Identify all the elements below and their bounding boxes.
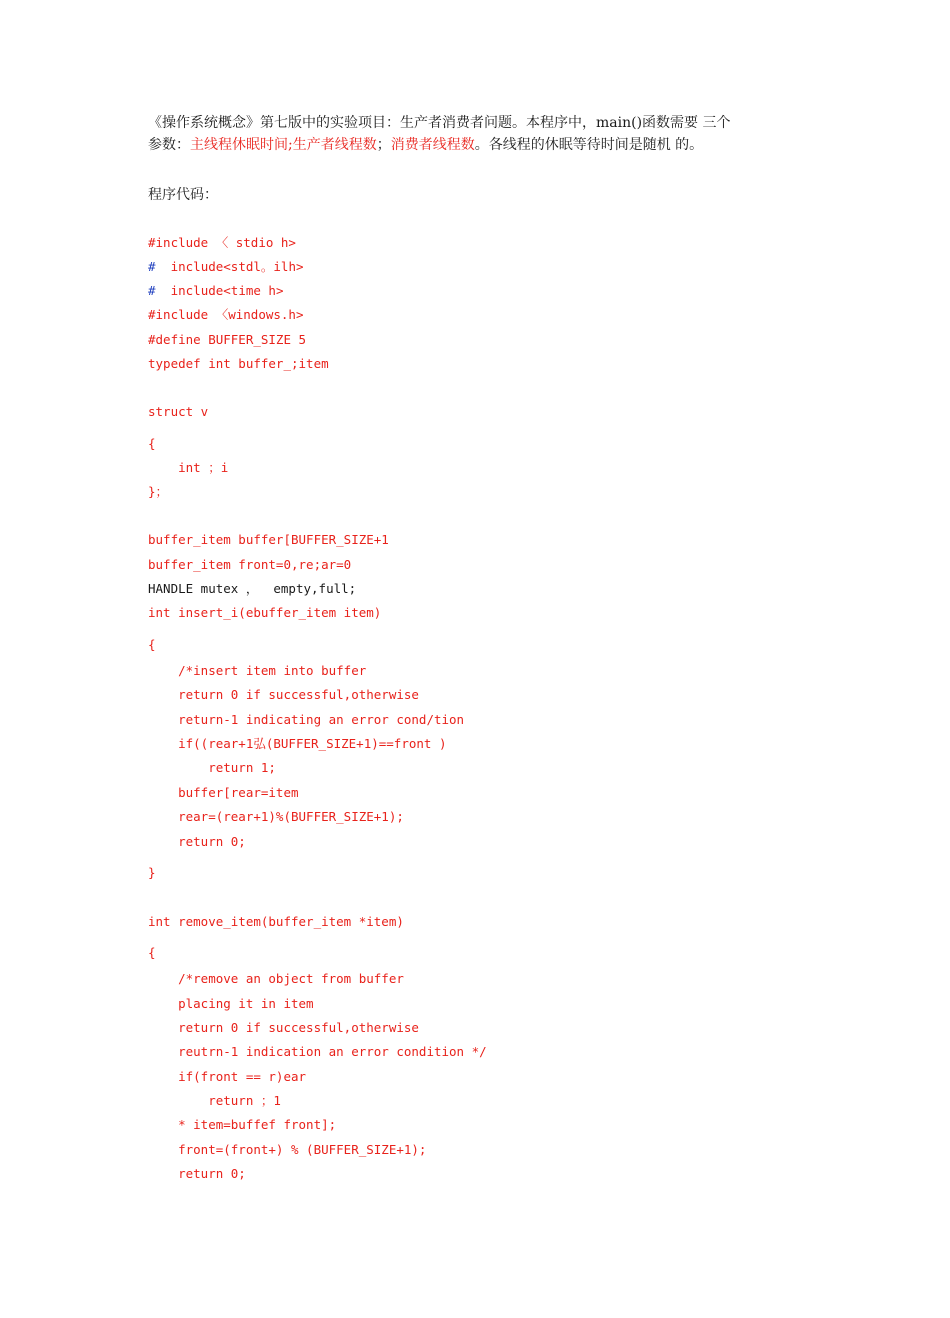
code-line: buffer[rear=item xyxy=(148,785,299,800)
code-line: }； xyxy=(148,484,169,499)
code-line: { xyxy=(148,637,156,652)
intro-text: 参数： xyxy=(148,137,190,153)
code-line: #include 〈windows.h> xyxy=(148,307,304,322)
code-line: # include<time h> xyxy=(148,283,284,298)
code-line: return 0 if successful,otherwise xyxy=(148,687,419,702)
hash-mark: # xyxy=(148,259,156,274)
hash-mark: # xyxy=(148,283,156,298)
code-line: typedef int buffer_;item xyxy=(148,356,329,371)
code-line: front=(front+) % (BUFFER_SIZE+1); xyxy=(148,1142,427,1157)
code-line: return ；1 xyxy=(148,1093,281,1108)
code-line: /*remove an object from buffer xyxy=(148,971,404,986)
code-line: if(front == r)ear xyxy=(148,1069,307,1084)
code-line: } xyxy=(148,865,156,880)
code-line: buffer_item buffer[BUFFER_SIZE+1 xyxy=(148,532,389,547)
code-line: rear=(rear+1)%(BUFFER_SIZE+1); xyxy=(148,809,404,824)
intro-highlight: 主线程休眠时间;生产者线程数 xyxy=(190,137,377,153)
intro-text: 。各线程的休眠等待时间是随机 的。 xyxy=(474,137,704,153)
code-line: # include<stdl。ilh> xyxy=(148,259,304,274)
code-line: return 0 if successful,otherwise xyxy=(148,1020,419,1035)
code-line: HANDLE mutex ， empty,full; xyxy=(148,581,357,596)
code-line: #define BUFFER_SIZE 5 xyxy=(148,332,307,347)
intro-paragraph xyxy=(148,112,808,156)
intro-highlight: 消费者线程数 xyxy=(390,137,475,153)
code-line: * item=buffef front]; xyxy=(148,1117,337,1132)
code-line: placing it in item xyxy=(148,996,314,1011)
code-line: int remove_item(buffer_item *item) xyxy=(148,914,404,929)
intro-text: 《操作系统概念》第七版中的实验项目：生产者消费者问题。本程序中，main()函数需要 三个 xyxy=(148,115,731,131)
code-line: struct v xyxy=(148,404,209,419)
code-line: /*insert item into buffer xyxy=(148,663,367,678)
code-heading: 程序代码： xyxy=(148,187,218,203)
code-line: int insert_i(ebuffer_item item) xyxy=(148,605,382,620)
code-line: return 0; xyxy=(148,834,246,849)
code-line: if((rear+1弘(BUFFER_SIZE+1)==front ) xyxy=(148,736,447,751)
code-line: #include 〈 stdio h> xyxy=(148,235,296,250)
code-line: { xyxy=(148,436,156,451)
code-line: buffer_item front=0,re;ar=0 xyxy=(148,557,352,572)
code-line: reutrn-1 indication an error condition */ xyxy=(148,1044,487,1059)
intro-text: ； xyxy=(376,137,391,153)
code-line: int ；i xyxy=(148,460,229,475)
code-line: { xyxy=(148,945,156,960)
code-line: return-1 indicating an error cond/tion xyxy=(148,712,465,727)
code-line: return 0; xyxy=(148,1166,246,1181)
code-line: return 1; xyxy=(148,760,276,775)
